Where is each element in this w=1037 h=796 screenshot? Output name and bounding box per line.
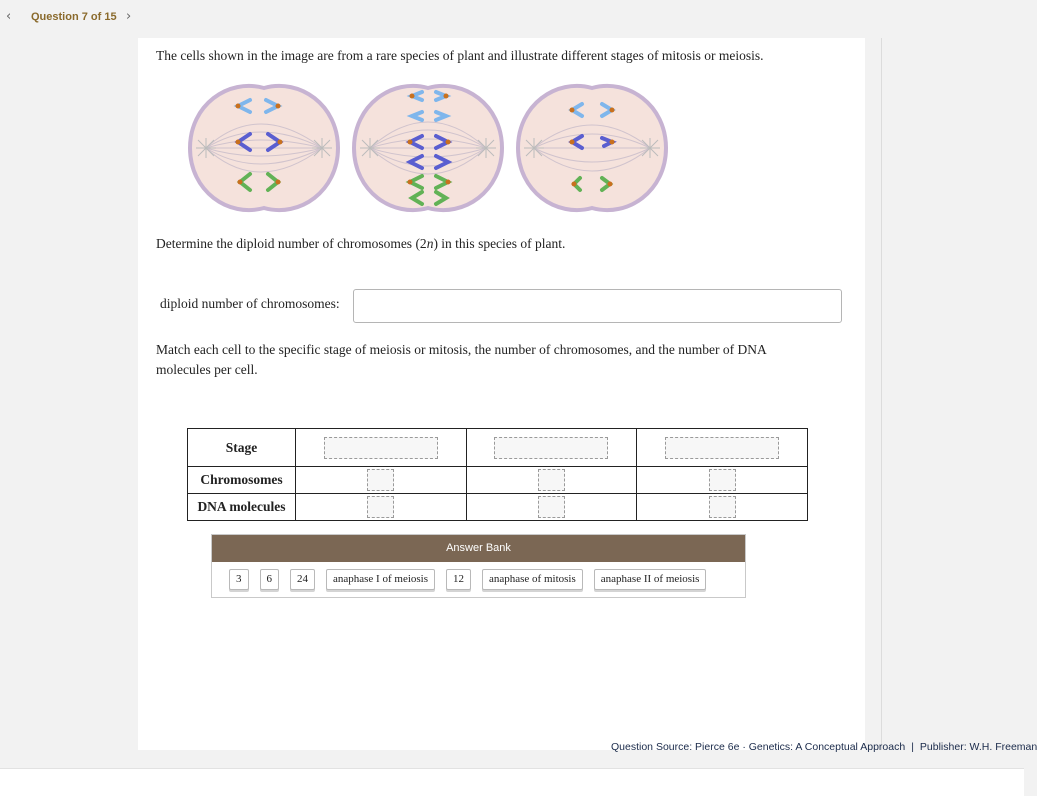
question-intro: The cells shown in the image are from a rare species of plant and illustrate different stages of mitosis or meiosis.: [156, 48, 764, 63]
answer-bank-title: Answer Bank: [212, 535, 745, 562]
dna-cell-1: [296, 494, 467, 521]
chromosomes-cell-3: [637, 467, 808, 494]
cell-3-image: [516, 80, 668, 216]
publisher-text: Publisher: W.H. Freeman: [919, 741, 1037, 753]
dna-drop-target-3[interactable]: [709, 496, 736, 518]
chromosomes-cell-2: [466, 467, 637, 494]
match-instructions: Match each cell to the specific stage of meiosis or mitosis, the number of chromosomes, and the number of DNA molecules per cell.: [156, 342, 766, 377]
dna-cell-2: [466, 494, 637, 521]
row-label-dna-molecules: DNA molecules: [188, 494, 296, 521]
cell-illustrations: [188, 80, 668, 216]
chevron-right-icon[interactable]: ›: [126, 9, 132, 24]
stage-cell-2: [466, 429, 637, 467]
footer-separator: |: [911, 741, 914, 753]
answer-chip[interactable]: 3: [229, 569, 249, 590]
answer-chip[interactable]: 24: [290, 569, 315, 590]
source-text: Question Source: Pierce 6e · Genetics: A Conceptual Approach: [611, 741, 906, 753]
answer-chip[interactable]: anaphase I of meiosis: [326, 569, 435, 590]
diploid-question: Determine the diploid number of chromosomes (2n) in this species of plant.: [156, 236, 566, 251]
chevron-left-icon[interactable]: ‹: [6, 9, 12, 24]
chromosomes-drop-target-3[interactable]: [709, 469, 736, 491]
stage-drop-target-2[interactable]: [494, 437, 608, 459]
cell-2-image: [352, 80, 504, 216]
answer-bank-chips: [212, 562, 745, 590]
dna-drop-target-2[interactable]: [538, 496, 565, 518]
stage-drop-target-1[interactable]: [324, 437, 438, 459]
diploid-input[interactable]: [353, 289, 842, 323]
top-navigation: [0, 0, 1024, 38]
row-label-chromosomes: Chromosomes: [188, 467, 296, 494]
stage-cell-1: [296, 429, 467, 467]
table-row: [188, 494, 808, 521]
answer-chip[interactable]: 6: [260, 569, 280, 590]
chromosomes-cell-1: [296, 467, 467, 494]
row-label-stage: Stage: [188, 429, 296, 467]
chromosomes-drop-target-1[interactable]: [367, 469, 394, 491]
diploid-label: diploid number of chromosomes:: [160, 296, 340, 311]
stage-cell-3: [637, 429, 808, 467]
stage-drop-target-3[interactable]: [665, 437, 779, 459]
divider: [881, 38, 882, 750]
dna-drop-target-1[interactable]: [367, 496, 394, 518]
dna-cell-3: [637, 494, 808, 521]
answer-chip[interactable]: anaphase II of meiosis: [594, 569, 707, 590]
answer-chip[interactable]: anaphase of mitosis: [482, 569, 583, 590]
cell-1-image: [188, 80, 340, 216]
table-row: [188, 467, 808, 494]
bottom-bar: [0, 768, 1024, 796]
question-counter[interactable]: Question 7 of 15: [31, 11, 117, 23]
question-source: [611, 741, 1037, 753]
match-table: [187, 428, 808, 521]
answer-bank: [211, 534, 746, 598]
chromosomes-drop-target-2[interactable]: [538, 469, 565, 491]
answer-chip[interactable]: 12: [446, 569, 471, 590]
table-row: [188, 429, 808, 467]
